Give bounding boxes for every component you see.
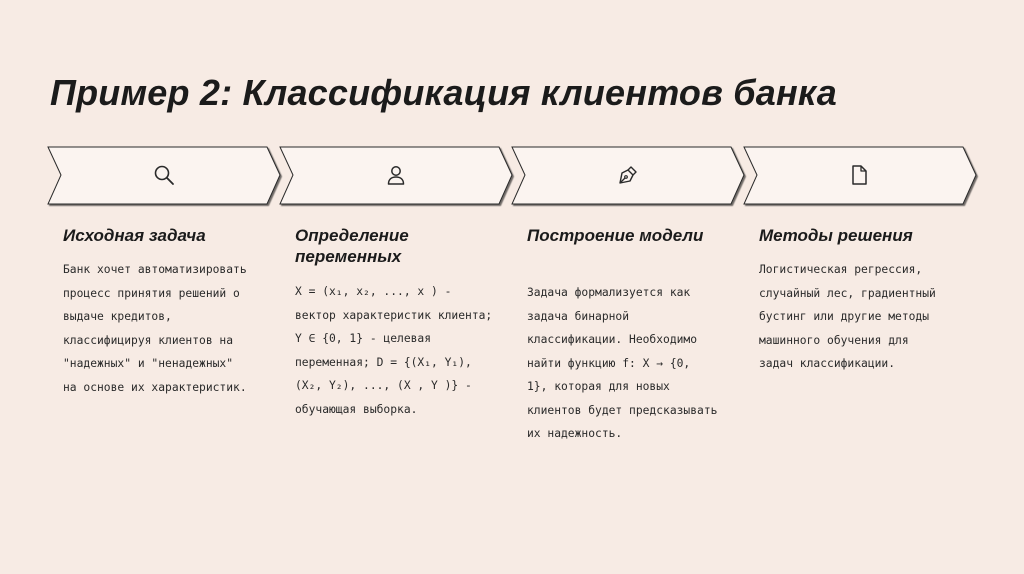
step-column-3: [527, 225, 732, 440]
search-icon: [152, 163, 176, 187]
step-description: Банк хочет автоматизировать процесс принятия решений о выдаче кредитов, классифицируя клиентов на "надежных" и "ненадежных" на основе их характеристик.: [63, 263, 247, 394]
step-column-2: [295, 225, 500, 416]
step-heading: Построение модели: [527, 226, 704, 245]
user-icon: [384, 163, 408, 187]
pen-nib-icon: [616, 163, 640, 187]
slide-title: Пример 2: Классификация клиентов банка: [50, 72, 838, 113]
step-column-4: [759, 225, 964, 370]
step-heading: Определение переменных: [295, 226, 409, 266]
step-heading: Исходная задача: [63, 226, 206, 245]
step-column-1: [63, 225, 268, 394]
step-description: X = (x₁, x₂, ..., x ) - вектор характеристик клиента; Y ∈ {0, 1} - целевая переменная; D = {(X₁, Y₁), (X₂, Y₂), ..., (X , Y )} - обучающая выборка.: [295, 285, 493, 416]
step-description: Логистическая регрессия, случайный лес, градиентный бустинг или другие методы машинного обучения для задач классификации.: [759, 263, 936, 370]
step-heading: Методы решения: [759, 226, 913, 245]
document-icon: [847, 163, 871, 187]
step-description: Задача формализуется как задача бинарной классификации. Необходимо найти функцию f: X → {0, 1}, которая для новых клиентов будет предсказывать их надежность.: [527, 286, 718, 440]
